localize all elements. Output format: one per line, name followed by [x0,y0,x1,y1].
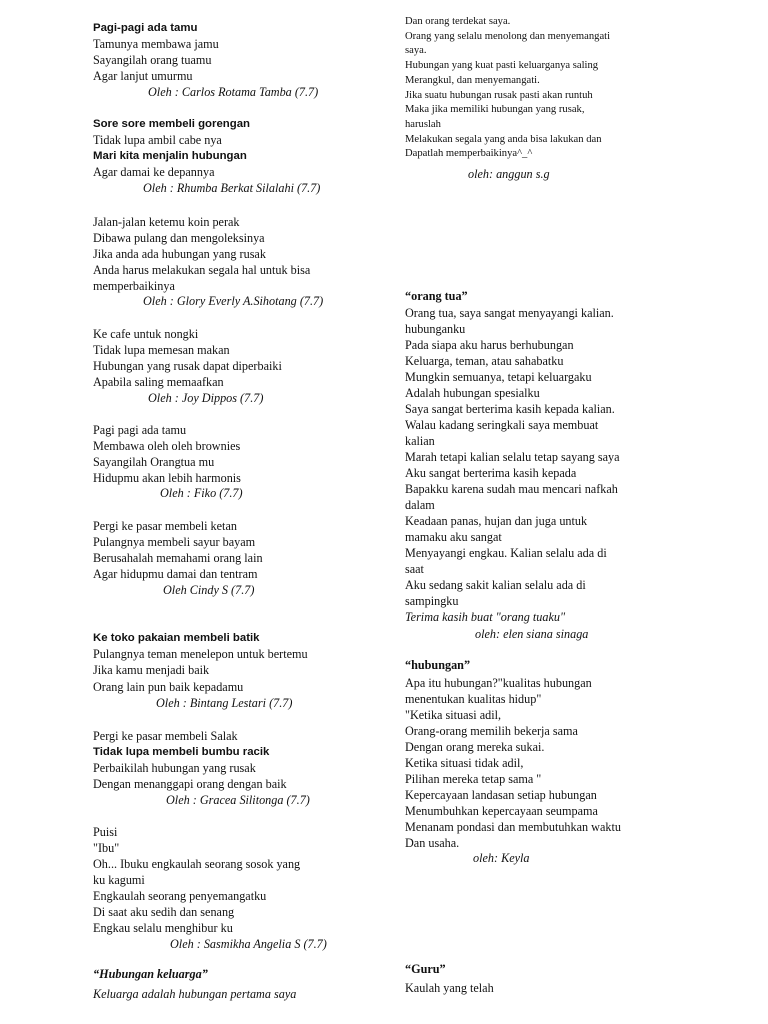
poem-line: Oh... Ibuku engkaulah seorang sosok yang [93,857,301,871]
poem-line: memperbaikinya [93,279,175,293]
author-credit: Oleh : Joy Dippos (7.7) [148,391,264,405]
author-credit: oleh: elen siana sinaga [475,627,589,641]
author-credit: oleh: Keyla [473,851,530,865]
poem-line: Kaulah yang telah [405,981,494,995]
poem-line: Menumbuhkan kepercayaan seumpama [405,804,598,818]
poem-line: Orang lain pun baik kepadamu [93,680,244,694]
poem-line: hubunganku [405,322,466,336]
poem-line: Adalah hubungan spesialku [405,386,540,400]
poem-line: Pagi pagi ada tamu [93,423,187,437]
poem-line: Hubungan yang kuat pasti keluarganya saling [405,60,599,71]
poem-line: sampingku [405,594,459,608]
poem-line: Terima kasih buat "orang tuaku" [405,610,566,624]
poem-line: Agar damai ke depannya [93,165,215,179]
author-credit: Oleh : Rhumba Berkat Silalahi (7.7) [143,181,321,195]
poem-line: Aku sangat berterima kasih kepada [405,466,577,480]
poem-line: Marah tetapi kalian selalu tetap sayang saya [405,450,620,464]
poem-line: haruslah [405,119,441,130]
poem-line: Maka jika memiliki hubungan yang rusak, [405,104,585,115]
poem-line: Apabila saling memaafkan [93,375,224,389]
poem-line: Sayangilah orang tuamu [93,53,212,67]
poem-line: Tamunya membawa jamu [93,37,219,51]
poem-line: Pada siapa aku harus berhubungan [405,338,574,352]
poem-line: Anda harus melakukan segala hal untuk bisa [93,263,311,277]
poem-line: Apa itu hubungan?"kualitas hubungan [405,676,592,690]
poem-line: Hubungan yang rusak dapat diperbaiki [93,359,282,373]
poem-line: Dan usaha. [405,836,460,850]
poem-line: Saya sangat berterima kasih kepada kalian. [405,402,615,416]
poem-heading: Tidak lupa membeli bumbu racik [93,746,270,758]
poem-heading: “hubungan” [405,658,471,672]
poem-line: dalam [405,498,435,512]
poem-line: Dapatlah memperbaikinya^_^ [405,148,533,159]
poem-line: Aku sedang sakit kalian selalu ada di [405,578,586,592]
poem-line: Mungkin semuanya, tetapi keluargaku [405,370,592,384]
poem-line: Di saat aku sedih dan senang [93,905,235,919]
poem-line: saya. [405,45,427,56]
poem-line: "Ibu" [93,841,120,855]
author-credit: oleh: anggun s.g [468,167,550,181]
poem-line: Jika anda ada hubungan yang rusak [93,247,266,261]
poem-line: Dan orang terdekat saya. [405,16,511,27]
poem-line: Berusahalah memahami orang lain [93,551,263,565]
poem-line: Pergi ke pasar membeli ketan [93,519,237,533]
poem-line: Ketika situasi tidak adil, [405,756,524,770]
poem-line: Jika suatu hubungan rusak pasti akan runtuh [405,90,593,101]
poem-line: Keluarga, teman, atau sahabatku [405,354,564,368]
poem-line: Tidak lupa memesan makan [93,343,230,357]
poem-heading: Mari kita menjalin hubungan [93,150,247,162]
poem-line: Engkaulah seorang penyemangatku [93,889,267,903]
poem-line: saat [405,562,424,576]
author-credit: Oleh : Fiko (7.7) [160,486,243,500]
author-credit: Oleh : Gracea Silitonga (7.7) [166,793,310,807]
poem-line: Agar hidupmu damai dan tentram [93,567,258,581]
poem-line: Melakukan segala yang anda bisa lakukan dan [405,134,602,145]
poem-line: Pergi ke pasar membeli Salak [93,729,238,743]
poem-line: Sayangilah Orangtua mu [93,455,215,469]
poem-line: mamaku aku sangat [405,530,502,544]
poem-line: Orang-orang memilih bekerja sama [405,724,578,738]
poem-line: Jika kamu menjadi baik [93,663,210,677]
poem-line: Membawa oleh oleh brownies [93,439,241,453]
author-credit: Oleh Cindy S (7.7) [163,583,255,597]
poem-line: Tidak lupa ambil cabe nya [93,133,222,147]
poem-line: Dengan orang mereka sukai. [405,740,545,754]
poem-heading: Ke toko pakaian membeli batik [93,632,260,644]
poem-line: Merangkul, dan menyemangati. [405,75,540,86]
poem-heading: “Hubungan keluarga” [93,967,208,981]
poem-line: Menanam pondasi dan membutuhkan waktu [405,820,621,834]
poem-line: Ke cafe untuk nongki [93,327,199,341]
poem-line: ku kagumi [93,873,145,887]
author-credit: Oleh : Sasmikha Angelia S (7.7) [170,937,327,951]
poem-line: Bapakku karena sudah mau mencari nafkah [405,482,618,496]
poem-line: Pulangnya membeli sayur bayam [93,535,256,549]
poem-line: Keadaan panas, hujan dan juga untuk [405,514,588,528]
poem-heading: Sore sore membeli gorengan [93,118,250,130]
poem-line: Menyayangi engkau. Kalian selalu ada di [405,546,607,560]
poem-line: Kepercayaan landasan setiap hubungan [405,788,597,802]
poem-heading: Pagi-pagi ada tamu [93,22,198,34]
poem-line: "Ketika situasi adil, [405,708,502,722]
poem-line: Puisi [93,825,118,839]
poem-line: Pulangnya teman menelepon untuk bertemu [93,647,308,661]
poem-line: Walau kadang seringkali saya membuat [405,418,599,432]
poem-line: kalian [405,434,435,448]
poem-line: Agar lanjut umurmu [93,69,193,83]
author-credit: Oleh : Glory Everly A.Sihotang (7.7) [143,294,324,308]
poem-line: menentukan kualitas hidup" [405,692,542,706]
poem-line: Dengan menanggapi orang dengan baik [93,777,287,791]
poem-line: Dibawa pulang dan mengoleksinya [93,231,265,245]
author-credit: Oleh : Carlos Rotama Tamba (7.7) [148,85,319,99]
poem-line: Jalan-jalan ketemu koin perak [93,215,240,229]
poem-line: Pilihan mereka tetap sama " [405,772,542,786]
poem-heading: “orang tua” [405,289,468,303]
poem-line: Orang tua, saya sangat menyayangi kalian. [405,306,614,320]
author-credit: Oleh : Bintang Lestari (7.7) [156,696,293,710]
poem-line: Keluarga adalah hubungan pertama saya [93,987,297,1001]
poem-line: Orang yang selalu menolong dan menyemangati [405,31,611,42]
poem-line: Perbaikilah hubungan yang rusak [93,761,256,775]
poem-heading: “Guru” [405,962,446,976]
poem-line: Engkau selalu menghibur ku [93,921,233,935]
poem-line: Hidupmu akan lebih harmonis [93,471,241,485]
